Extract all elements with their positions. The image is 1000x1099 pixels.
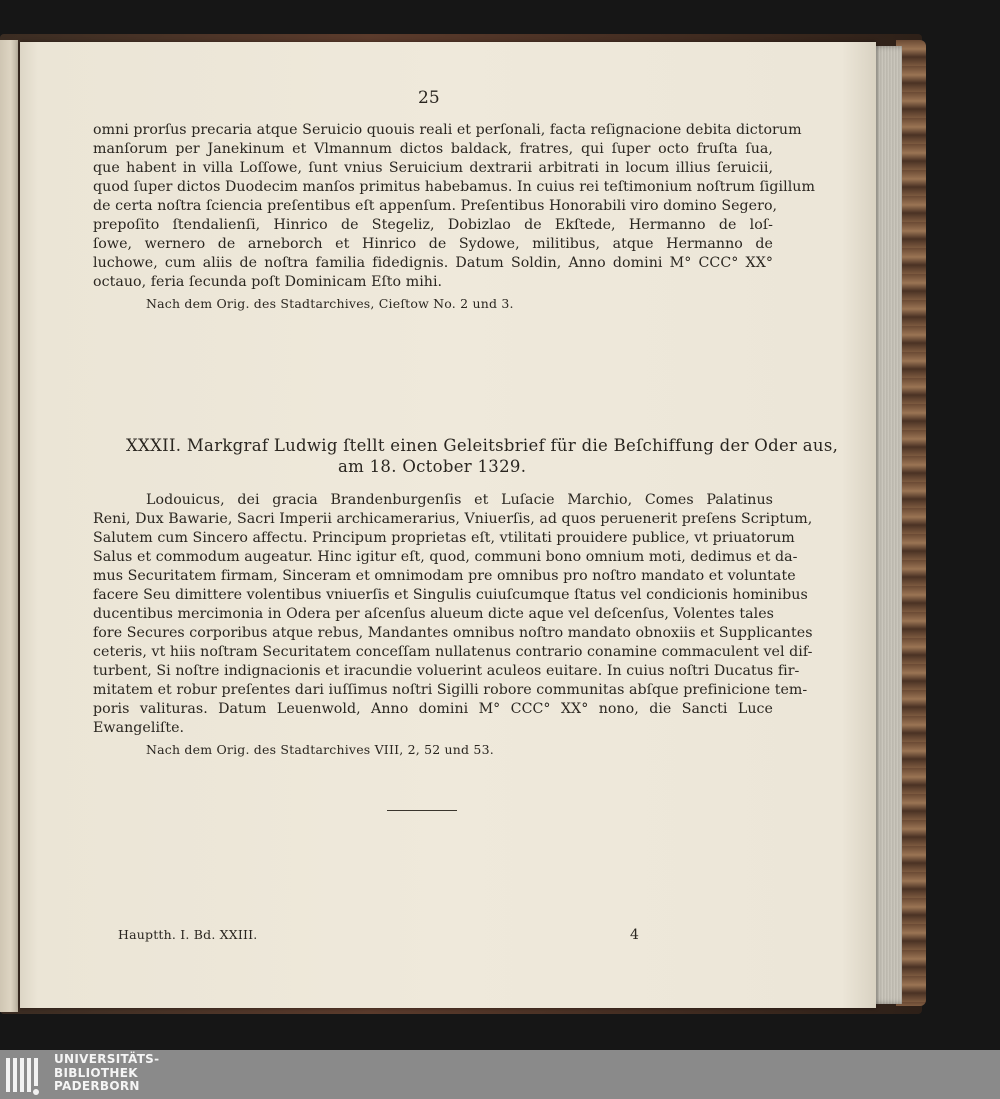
text-line: fore Secures corporibus atque rebus, Mandantes omnibus noſtro mandato obnoxiis et Supplicantes	[93, 625, 813, 641]
text-line: ceteris, vt hiis noſtram Securitatem conceſſam nullatenus contrario conamine commaculent vel dif-	[93, 644, 813, 660]
text-line: Ewangeliſte.	[93, 720, 185, 736]
text-line: mitatem et robur preſentes dari iuſſimus noſtri Sigilli robore communitas abſque prefinicione tem-	[93, 682, 808, 698]
library-banner	[0, 1050, 1000, 1099]
text-line: Salutem cum Sincero affectu. Principum proprietas eſt, vtilitati prouidere publice, vt priuatorum	[93, 530, 795, 546]
text-line: Salus et commodum augeatur. Hinc igitur eſt, quod, communi bono omnium moti, dedimus et da-	[93, 549, 798, 565]
text-line: manſorum per Janekinum et Vlmannum dictos baldack, fratres, qui ſuper octo fruſta ſua,	[93, 141, 773, 157]
source-note: Nach dem Orig. des Stadtarchives, Cieſtow No. 2 und 3.	[146, 296, 514, 311]
text-line: prepoſito ſtendalienſi, Hinrico de Stegeliz, Dobizlao de Ekſtede, Hermanno de loſ-	[93, 217, 773, 233]
text-line: que habent in villa Loſſowe, ſunt vnius Seruicium dextrarii arbitrati in locum illius ſeruicii,	[93, 160, 773, 176]
library-name-line: BIBLIOTHEK	[54, 1065, 138, 1080]
library-logo-icon	[4, 1054, 48, 1096]
text-line: Lodouicus, dei gracia Brandenburgenſis et Luſacie Marchio, Comes Palatinus	[146, 492, 773, 508]
document-heading: XXXII. Markgraf Ludwig ſtellt einen Geleitsbrief für die Beſchiffung der Oder aus,	[126, 436, 839, 455]
text-line: facere Seu dimittere volentibus vniuerſis et Singulis cuiuſcumque ſtatus vel condicionis hominibus	[93, 587, 808, 603]
library-name	[54, 1053, 159, 1094]
text-line: quod ſuper dictos Duodecim manſos primitus habebamus. In cuius rei teſtimonium noſtrum ſigillum	[93, 179, 815, 195]
section-divider	[387, 810, 457, 811]
left-page-edge	[0, 40, 18, 1012]
text-line: Reni, Dux Bawarie, Sacri Imperii archicamerarius, Vniuerſis, ad quos peruenerit preſens Scriptum,	[93, 511, 813, 527]
page-number: 25	[418, 88, 440, 108]
source-note: Nach dem Orig. des Stadtarchives VIII, 2, 52 und 53.	[146, 742, 494, 757]
text-line: omni prorſus precaria atque Seruicio quouis reali et perſonali, facta reſignacione debita dictorum	[93, 122, 802, 138]
footer-signature: Hauptth. I. Bd. XXIII.	[118, 927, 258, 942]
library-name-line: PADERBORN	[54, 1079, 140, 1093]
footer-sheet-number: 4	[630, 927, 640, 943]
document-date: am 18. October 1329.	[338, 457, 527, 476]
library-name-line: UNIVERSITÄTS-	[54, 1052, 160, 1066]
text-line: ſowe, wernero de arneborch et Hinrico de Sydowe, militibus, atque Hermanno de	[93, 236, 773, 252]
text-line: poris valituras. Datum Leuenwold, Anno domini M° CCC° XX° nono, die Sancti Luce	[93, 701, 773, 717]
text-line: turbent, Si noſtre indignacionis et iracundie voluerint aculeos euitare. In cuius noſtri Ducatus fir-	[93, 663, 800, 679]
text-line: de certa noſtra ſciencia preſentibus eſt appenſum. Preſentibus Honorabili viro domino Segero,	[93, 198, 778, 214]
text-line: octauo, feria ſecunda poſt Dominicam Eſto mihi.	[93, 274, 443, 290]
text-line: luchowe, cum aliis de noſtra familia fidedignis. Datum Soldin, Anno domini M° CCC° XX°	[93, 255, 773, 271]
text-line: ducentibus mercimonia in Odera per aſcenſus alueum dicte aque vel deſcenſus, Volentes tales	[93, 606, 774, 622]
page-edges	[872, 46, 902, 1004]
book-page	[20, 42, 876, 1008]
text-line: mus Securitatem firmam, Sinceram et omnimodam pre omnibus pro noſtro mandato et voluntate	[93, 568, 796, 584]
